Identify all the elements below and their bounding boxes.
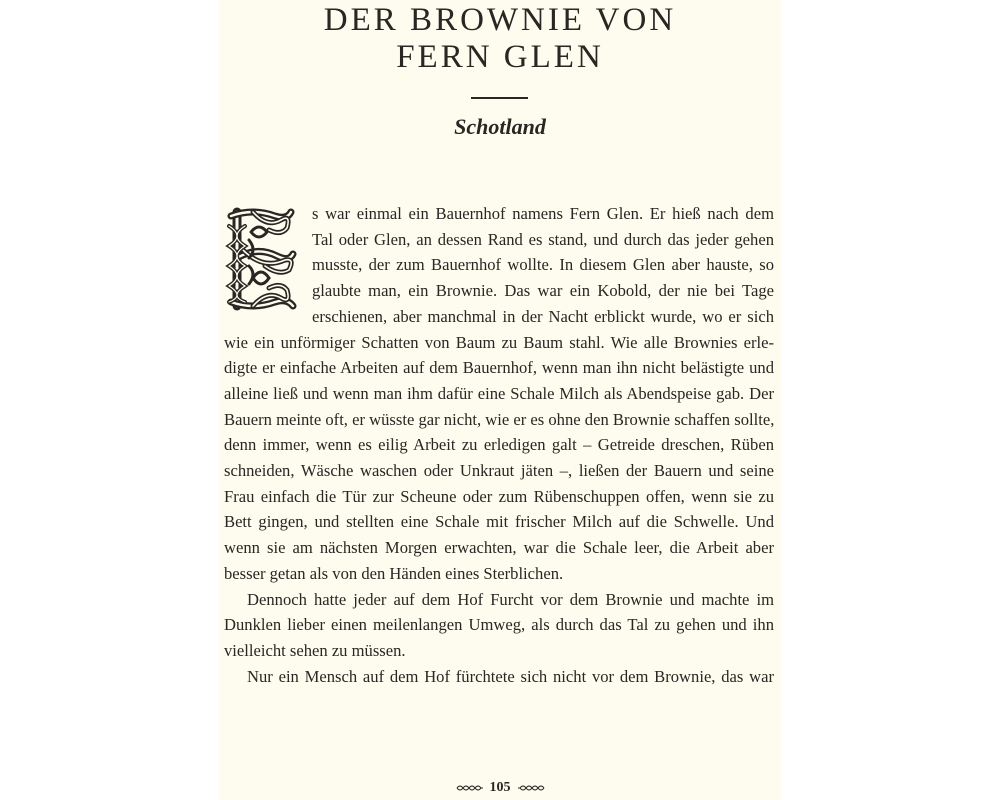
- text-line: vielleicht sehen zu müssen.: [224, 640, 406, 660]
- chapter-title: [219, 2, 781, 76]
- chapter-subtitle: Schotland: [454, 114, 546, 139]
- text-line: schneiden, Wäsche waschen oder Unkraut jäten –, ließen der Bauern und seine: [224, 461, 774, 481]
- text-line: Bett gingen, und stellten eine Schale mit frischer Milch auf die Schwelle. Und: [224, 512, 774, 532]
- flourish-ornament-icon: [517, 783, 545, 793]
- paragraph-3: [224, 664, 774, 690]
- text-line: wie ein unförmiger Schatten von Baum zu Baum stahl. Wie alle Brownies erle-: [224, 332, 774, 352]
- paragraph-1: [224, 201, 774, 587]
- text-line: musste, der zum Bauernhof wollte. In diesem Glen aber hauste, so: [312, 255, 774, 275]
- page-number: 105: [489, 780, 511, 795]
- page-footer: [219, 780, 781, 796]
- paragraph-2: [224, 587, 774, 664]
- text-line: Tal oder Glen, an dessen Rand es stand, und durch das jeder gehen: [312, 229, 774, 249]
- text-line: alleine ließ und wenn man ihm dafür eine Schale Milch als Abendspeise gab. Der: [224, 383, 774, 403]
- text-line: s war einmal ein Bauernhof namens Fern Glen. Er hieß nach dem: [312, 204, 774, 223]
- body-text: [224, 201, 774, 689]
- text-line: denn immer, wenn es eilig Arbeit zu erledigen galt – Getreide dreschen, Rüben: [224, 435, 774, 455]
- text-line: wenn sie am nächsten Morgen erwachten, war die Schale leer, die Arbeit aber: [224, 538, 774, 558]
- text-line: Dunklen lieber einen meilenlangen Umweg, als durch das Tal zu gehen und ihn: [224, 615, 774, 635]
- text-line: Frau einfach die Tür zur Scheune oder zum Rübenschuppen offen, wenn sie zu: [224, 486, 774, 506]
- text-line: besser getan als von den Händen eines Sterblichen.: [224, 563, 564, 583]
- text-line: glaubte man, ein Brownie. Das war ein Kobold, der nie bei Tage: [312, 281, 774, 301]
- chapter-title-line-1: DER BROWNIE VON: [323, 2, 677, 38]
- text-line: Bauern meinte oft, er wüsste gar nicht, wie er es ohne den Brownie schaffen sollte,: [224, 409, 774, 429]
- title-divider: [471, 97, 528, 99]
- book-page: [219, 0, 781, 800]
- text-line: erschienen, aber manchmal in der Nacht erblickt wurde, wo er sich: [312, 306, 774, 326]
- text-line: Nur ein Mensch auf dem Hof fürchtete sich nicht vor dem Brownie, das war: [247, 666, 774, 686]
- chapter-title-line-2: FERN GLEN: [396, 39, 604, 75]
- text-line: digte er einfache Arbeiten auf dem Bauernhof, wenn man ihn nicht belästigte und: [224, 358, 774, 378]
- flourish-ornament-icon: [456, 783, 484, 793]
- text-line: Dennoch hatte jeder auf dem Hof Furcht vor dem Brownie und machte im: [247, 589, 774, 609]
